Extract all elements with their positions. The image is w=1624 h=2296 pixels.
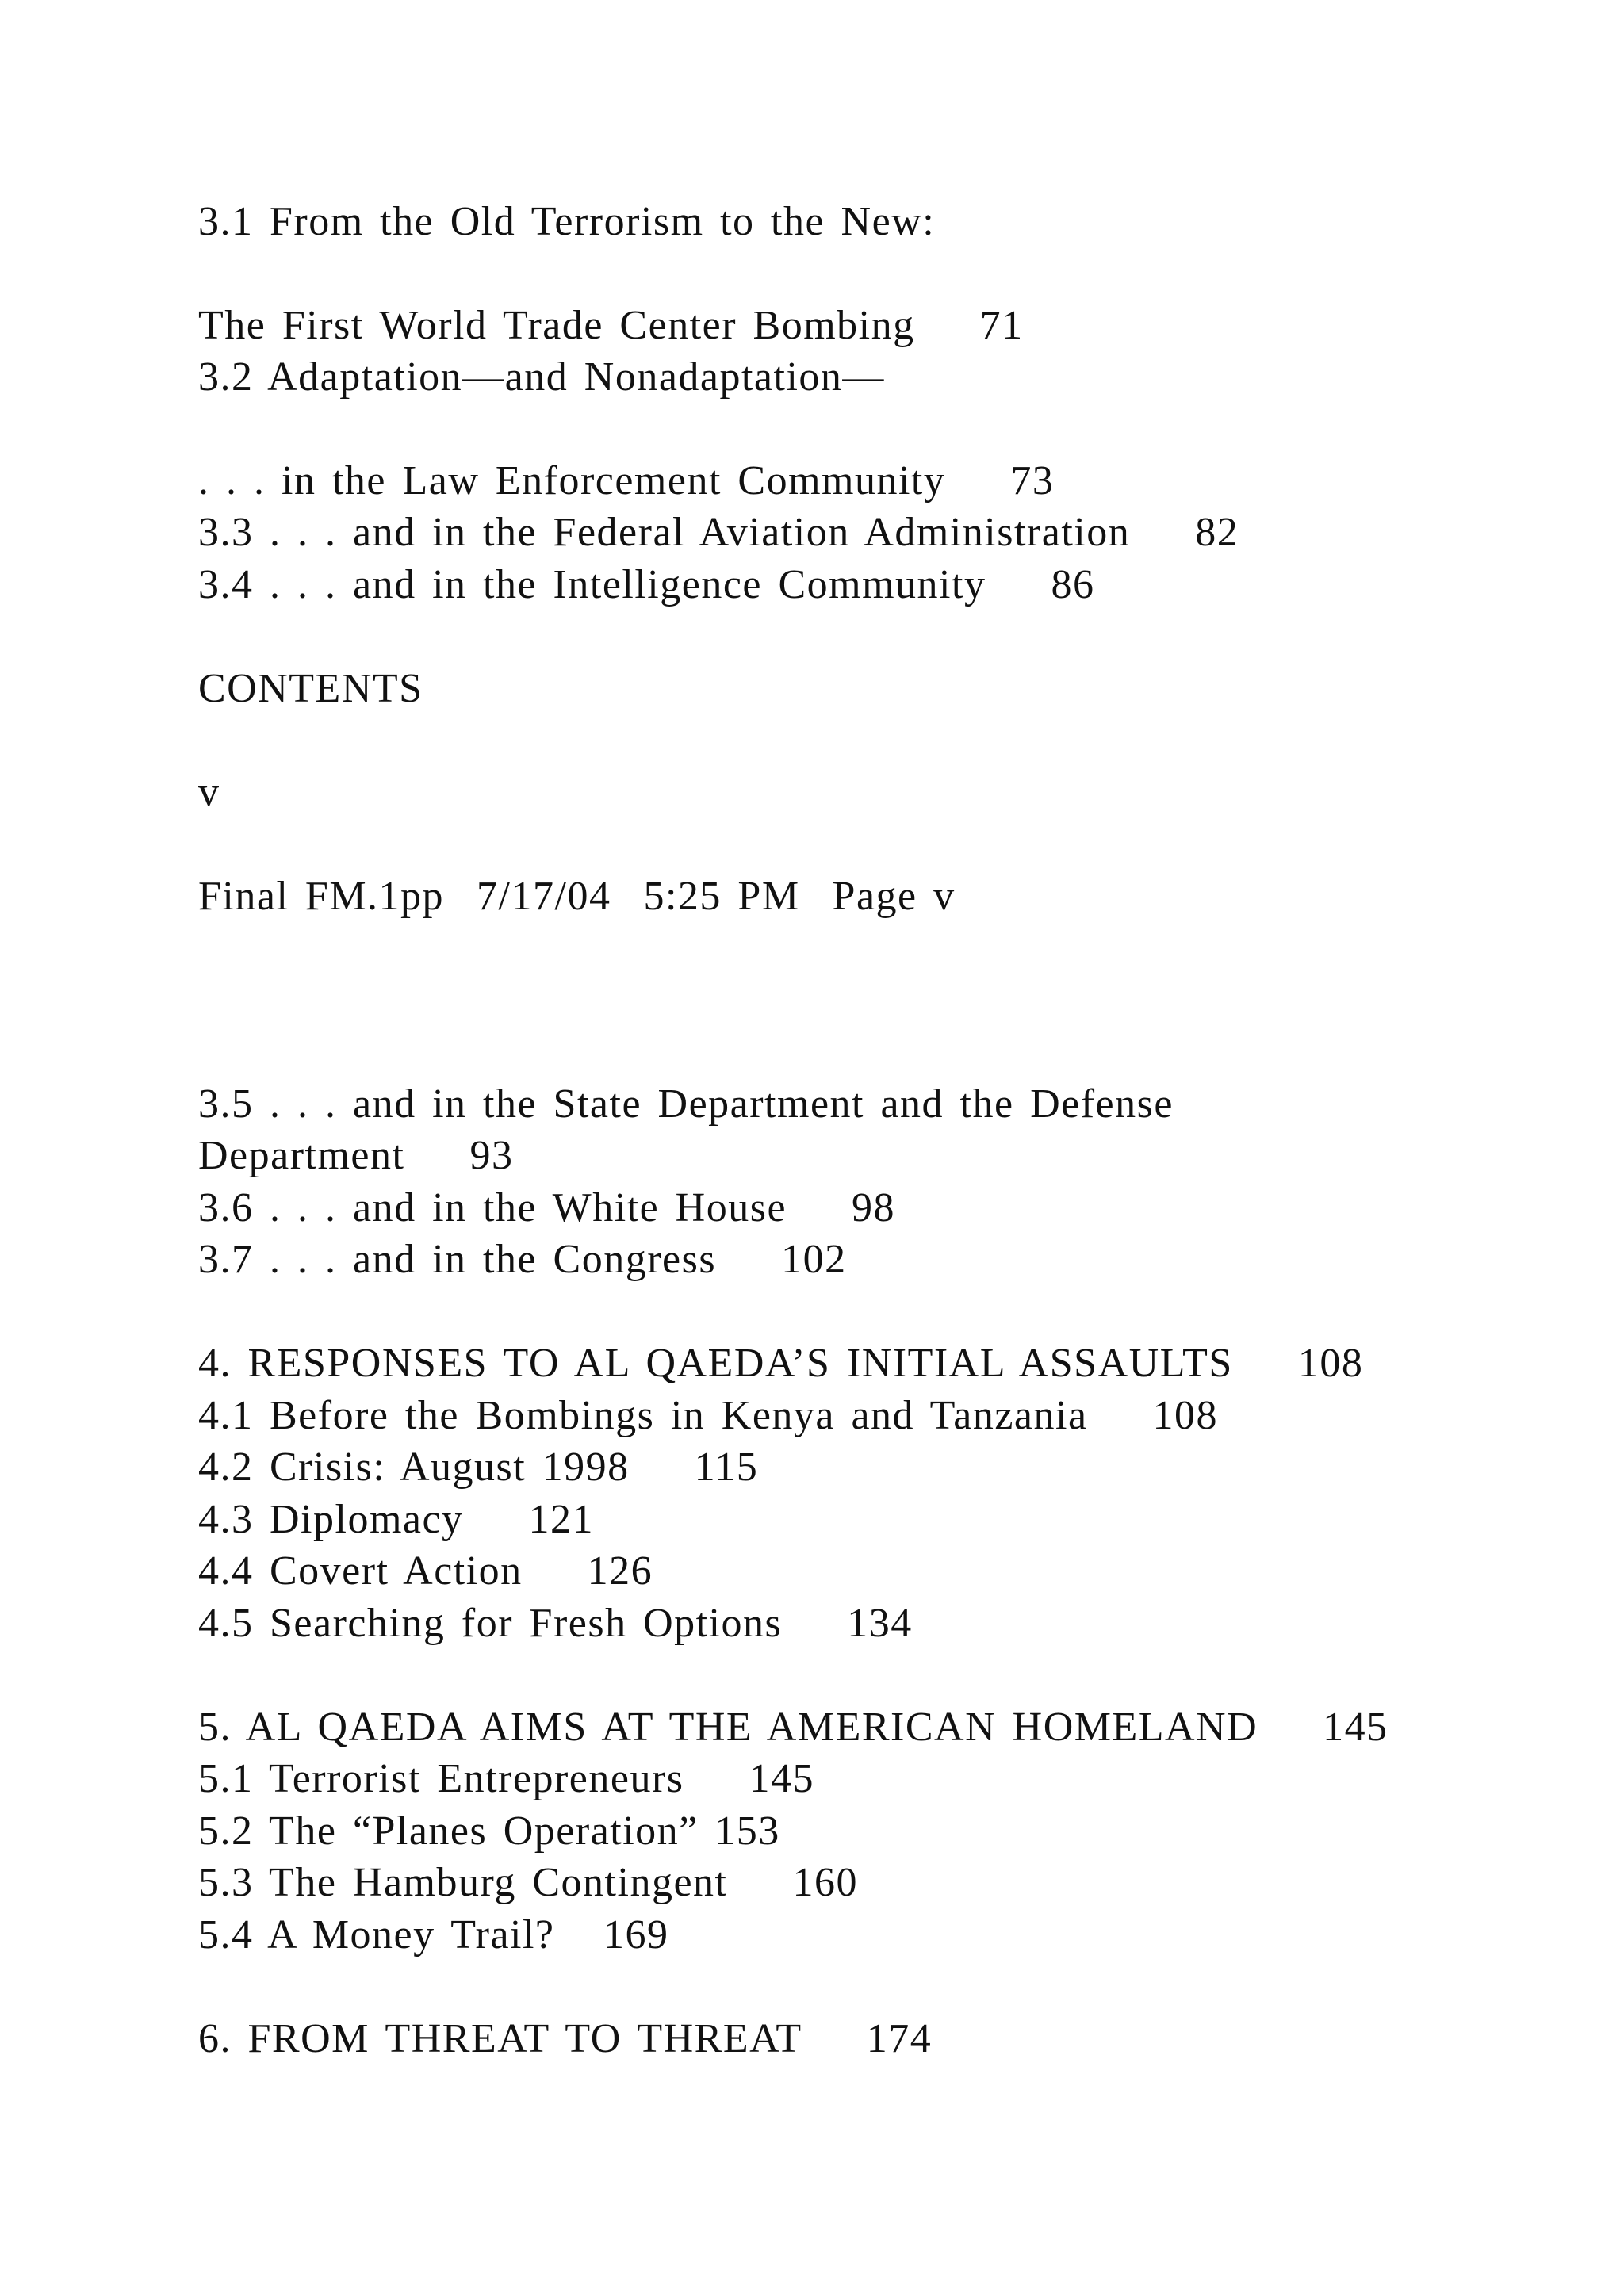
toc-entry-4-1: 4.1 Before the Bombings in Kenya and Tanzania 108 — [198, 1393, 1219, 1438]
toc-chapter-6: 6. FROM THREAT TO THREAT 174 — [198, 2016, 933, 2061]
toc-entry-3-3: 3.3 . . . and in the Federal Aviation Administration 82 — [198, 510, 1239, 555]
print-slug: Final FM.1pp 7/17/04 5:25 PM Page v — [198, 874, 956, 919]
toc-entry-5-2: 5.2 The “Planes Operation” 153 — [198, 1808, 780, 1854]
toc-entry-3-2-continued: . . . in the Law Enforcement Community 73 — [198, 458, 1055, 503]
toc-entry-3-2: 3.2 Adaptation—and Nonadaptation— — [198, 354, 885, 400]
toc-entry-4-3: 4.3 Diplomacy 121 — [198, 1497, 595, 1542]
page-number: v — [198, 770, 220, 815]
toc-entry-5-1: 5.1 Terrorist Entrepreneurs 145 — [198, 1756, 814, 1801]
toc-entry-3-5: 3.5 . . . and in the State Department and the Defense — [198, 1081, 1174, 1127]
toc-chapter-4: 4. RESPONSES TO AL QAEDA’S INITIAL ASSAULTS 108 — [198, 1341, 1364, 1386]
running-head-contents: CONTENTS — [198, 666, 423, 711]
toc-entry-3-4: 3.4 . . . and in the Intelligence Community 86 — [198, 562, 1095, 607]
toc-entry-3-5-continued: Department 93 — [198, 1133, 514, 1178]
toc-entry-5-3: 5.3 The Hamburg Contingent 160 — [198, 1860, 858, 1905]
toc-entry-4-2: 4.2 Crisis: August 1998 115 — [198, 1445, 759, 1490]
toc-entry-4-5: 4.5 Searching for Fresh Options 134 — [198, 1601, 913, 1646]
toc-entry-3-1-continued: The First World Trade Center Bombing 71 — [198, 303, 1024, 348]
toc-entry-3-7: 3.7 . . . and in the Congress 102 — [198, 1237, 847, 1282]
toc-entry-5-4: 5.4 A Money Trail? 169 — [198, 1912, 669, 1957]
toc-entry-3-1: 3.1 From the Old Terrorism to the New: — [198, 199, 936, 244]
toc-entry-3-6: 3.6 . . . and in the White House 98 — [198, 1185, 896, 1230]
toc-entry-4-4: 4.4 Covert Action 126 — [198, 1548, 653, 1594]
toc-chapter-5: 5. AL QAEDA AIMS AT THE AMERICAN HOMELAND 145 — [198, 1705, 1388, 1750]
